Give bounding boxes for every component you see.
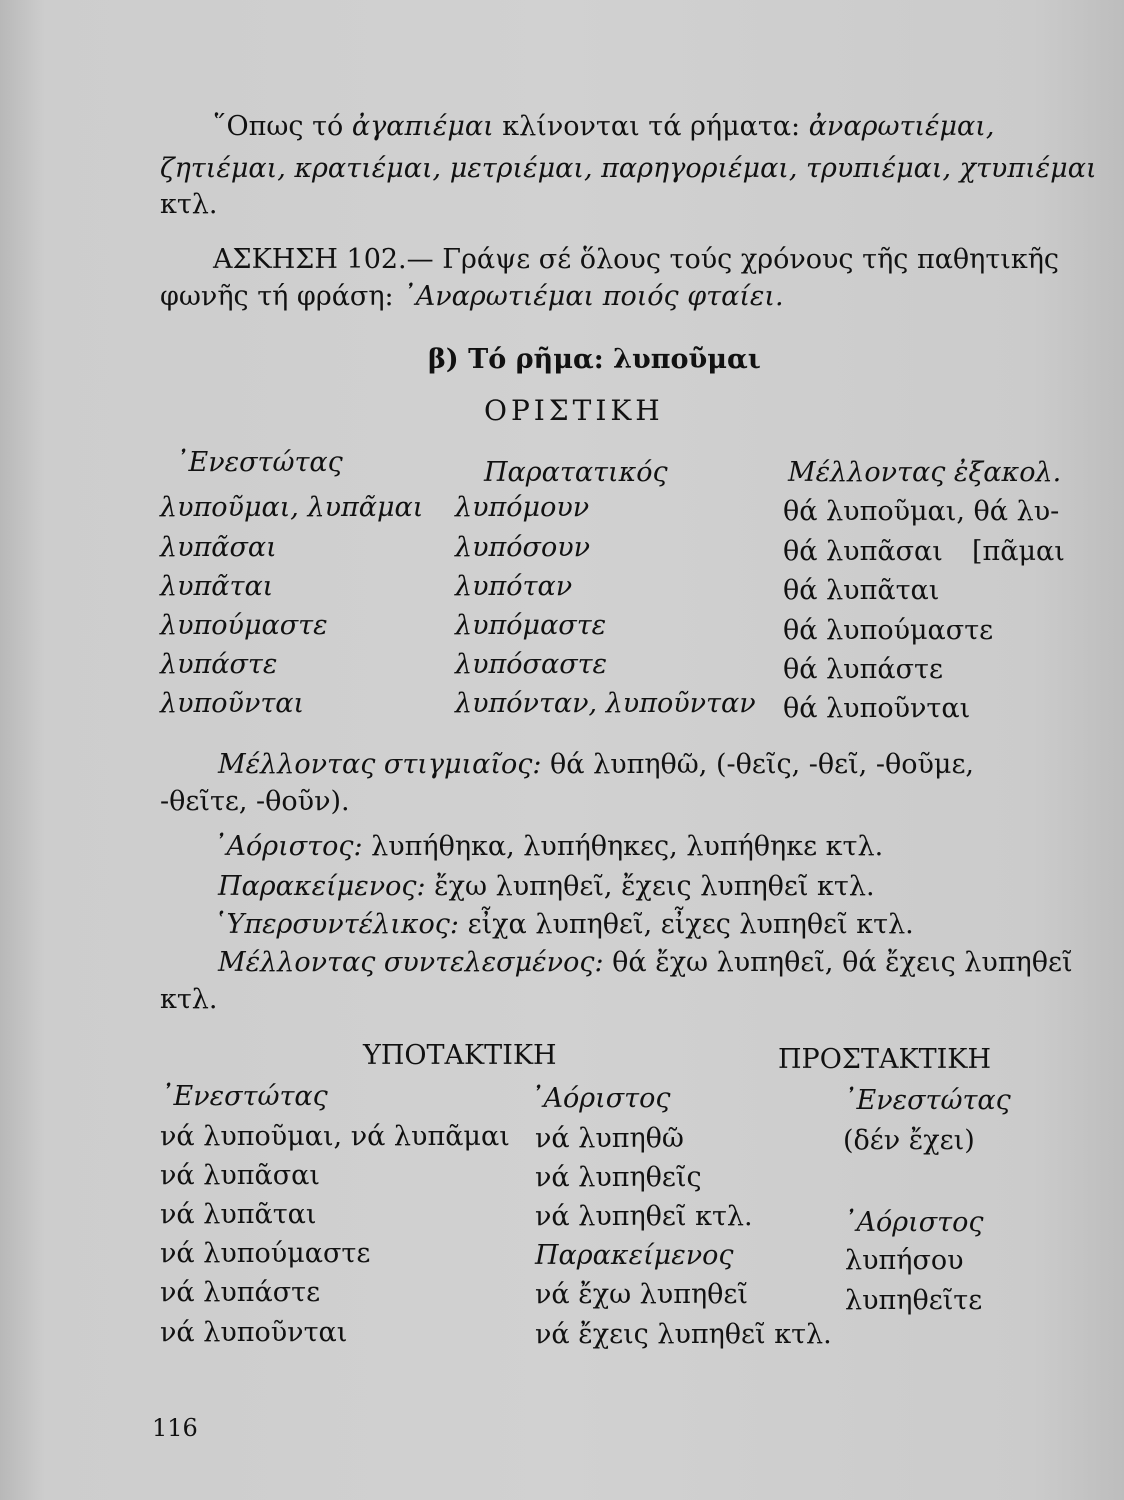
subjunctive-present-label: ᾿Ενεστώτας bbox=[160, 1081, 328, 1112]
exercise-text: φωνῆς τή φράση: bbox=[160, 281, 403, 312]
indicative-imperfect-form: λυπόσαστε bbox=[455, 649, 608, 680]
indicative-imperfect-form: λυπόμαστε bbox=[455, 610, 607, 641]
indicative-present-form: λυπᾶσαι bbox=[160, 532, 277, 563]
indicative-present-form: λυποῦμαι, λυπᾶμαι bbox=[160, 492, 424, 523]
imperative-aorist-label: ᾿Αόριστος bbox=[843, 1207, 984, 1238]
indicative-header-imperfect: Παρατατικός bbox=[484, 457, 668, 488]
mood-title-imperative: ΠΡΟΣΤΑΚΤΙΚΗ bbox=[778, 1044, 992, 1075]
intro-text: κλίνονται τά ρήματα: bbox=[493, 111, 809, 142]
tense-forms: λυπήθηκα, λυπήθηκες, λυπήθηκε κτλ. bbox=[362, 831, 884, 862]
tense-label: ῾Υπερσυντέλικος: bbox=[213, 909, 459, 940]
tense-label: Μέλλοντας στιγμιαῖος: bbox=[218, 749, 542, 780]
indicative-imperfect-form: λυπόμουν bbox=[455, 492, 590, 523]
tense-future-simple-cont: -θεῖτε, -θοῦν). bbox=[160, 786, 350, 817]
subjunctive-present-form: νά λυπάστε bbox=[160, 1277, 321, 1308]
subjunctive-aorist-form: νά λυπηθεῖ κτλ. bbox=[535, 1201, 753, 1232]
tense-label: Μέλλοντας συντελεσμένος: bbox=[218, 947, 604, 978]
indicative-future-hyphen-cont: [πᾶμαι bbox=[972, 536, 1065, 567]
tense-forms: ἔχω λυπηθεῖ, ἔχεις λυπηθεῖ κτλ. bbox=[425, 871, 875, 902]
subjunctive-aorist-label: ᾿Αόριστος bbox=[530, 1083, 671, 1114]
tense-forms: θά λυπηθῶ, (-θεῖς, -θεῖ, -θοῦμε, bbox=[541, 749, 975, 780]
intro-verb: ἀναρωτιέμαι, bbox=[808, 111, 995, 142]
subjunctive-present-form: νά λυπᾶσαι bbox=[160, 1160, 320, 1191]
indicative-future-form: θά λυποῦνται bbox=[783, 693, 971, 724]
imperative-present-form: (δέν ἔχει) bbox=[843, 1125, 975, 1156]
subjunctive-aorist-form: νά λυπηθῶ bbox=[535, 1123, 684, 1154]
intro-line-1 bbox=[213, 110, 994, 144]
intro-line-3: κτλ. bbox=[160, 189, 218, 220]
indicative-present-form: λυπούμαστε bbox=[160, 610, 328, 641]
imperative-aorist-form: λυπήσου bbox=[845, 1245, 964, 1276]
subjunctive-perfect-label: Παρακείμενος bbox=[535, 1240, 734, 1271]
indicative-present-form: λυπάστε bbox=[160, 649, 278, 680]
indicative-future-form: θά λυπάστε bbox=[783, 654, 943, 685]
indicative-present-form: λυπᾶται bbox=[160, 571, 274, 602]
exercise-phrase: ᾿Αναρωτιέμαι ποιός φταίει. bbox=[402, 281, 784, 312]
indicative-imperfect-form: λυπόνταν, λυποῦνταν bbox=[455, 688, 756, 719]
indicative-future-form: θά λυπᾶται bbox=[783, 575, 940, 606]
indicative-header-present: ᾿Ενεστώτας bbox=[175, 447, 343, 478]
tense-future-simple bbox=[218, 748, 974, 782]
subjunctive-present-form: νά λυπούμαστε bbox=[160, 1238, 371, 1269]
subjunctive-aorist-form: νά λυπηθεῖς bbox=[535, 1162, 702, 1193]
indicative-imperfect-form: λυπόταν bbox=[455, 571, 573, 602]
mood-title-subjunctive: ΥΠΟΤΑΚΤΙΚΗ bbox=[363, 1040, 557, 1071]
tense-pluperfect bbox=[213, 908, 914, 942]
exercise-line-1: ΑΣΚΗΣΗ 102.— Γράψε σέ ὅλους τούς χρόνους τῆς παθητικῆς bbox=[213, 244, 1060, 275]
indicative-imperfect-form: λυπόσουν bbox=[455, 532, 591, 563]
tense-future-perfect bbox=[218, 946, 1073, 980]
section-title: β) Τό ρῆμα: λυποῦμαι bbox=[428, 344, 761, 375]
indicative-future-form: θά λυποῦμαι, θά λυ- bbox=[783, 496, 1060, 527]
page-number: 116 bbox=[152, 1414, 198, 1442]
subjunctive-present-form: νά λυποῦνται bbox=[160, 1317, 348, 1348]
tense-perfect bbox=[218, 870, 875, 904]
subjunctive-perfect-form: νά ἔχεις λυπηθεῖ κτλ. bbox=[535, 1319, 832, 1350]
mood-title-indicative: ΟΡΙΣΤΙΚΗ bbox=[484, 394, 664, 427]
intro-text: ῞Οπως τό bbox=[213, 111, 352, 142]
imperative-aorist-form: λυπηθεῖτε bbox=[845, 1285, 983, 1316]
indicative-future-form: θά λυπούμαστε bbox=[783, 615, 994, 646]
tense-aorist bbox=[213, 830, 883, 864]
tense-label: Παρακείμενος: bbox=[218, 871, 426, 902]
tense-forms: εἶχα λυπηθεῖ, εἶχες λυπηθεῖ κτλ. bbox=[459, 909, 914, 940]
intro-line-2: ζητιέμαι, κρατιέμαι, μετριέμαι, παρηγοριέμαι, τρυπιέμαι, χτυπιέμαι bbox=[160, 153, 1097, 184]
indicative-header-future: Μέλλοντας ἐξακολ. bbox=[788, 457, 1062, 488]
subjunctive-perfect-form: νά ἔχω λυπηθεῖ bbox=[535, 1279, 748, 1310]
imperative-present-label: ᾿Ενεστώτας bbox=[843, 1085, 1011, 1116]
subjunctive-present-form: νά λυποῦμαι, νά λυπᾶμαι bbox=[160, 1121, 510, 1152]
subjunctive-present-form: νά λυπᾶται bbox=[160, 1199, 317, 1230]
tense-label: ᾿Αόριστος: bbox=[213, 831, 363, 862]
indicative-present-form: λυποῦνται bbox=[160, 688, 305, 719]
exercise-line-2 bbox=[160, 280, 784, 314]
intro-verb: ἀγαπιέμαι bbox=[351, 111, 494, 142]
indicative-future-form: θά λυπᾶσαι bbox=[783, 536, 943, 567]
tense-forms: θά ἔχω λυπηθεῖ, θά ἔχεις λυπηθεῖ bbox=[603, 947, 1073, 978]
tense-future-perfect-cont: κτλ. bbox=[160, 984, 218, 1015]
